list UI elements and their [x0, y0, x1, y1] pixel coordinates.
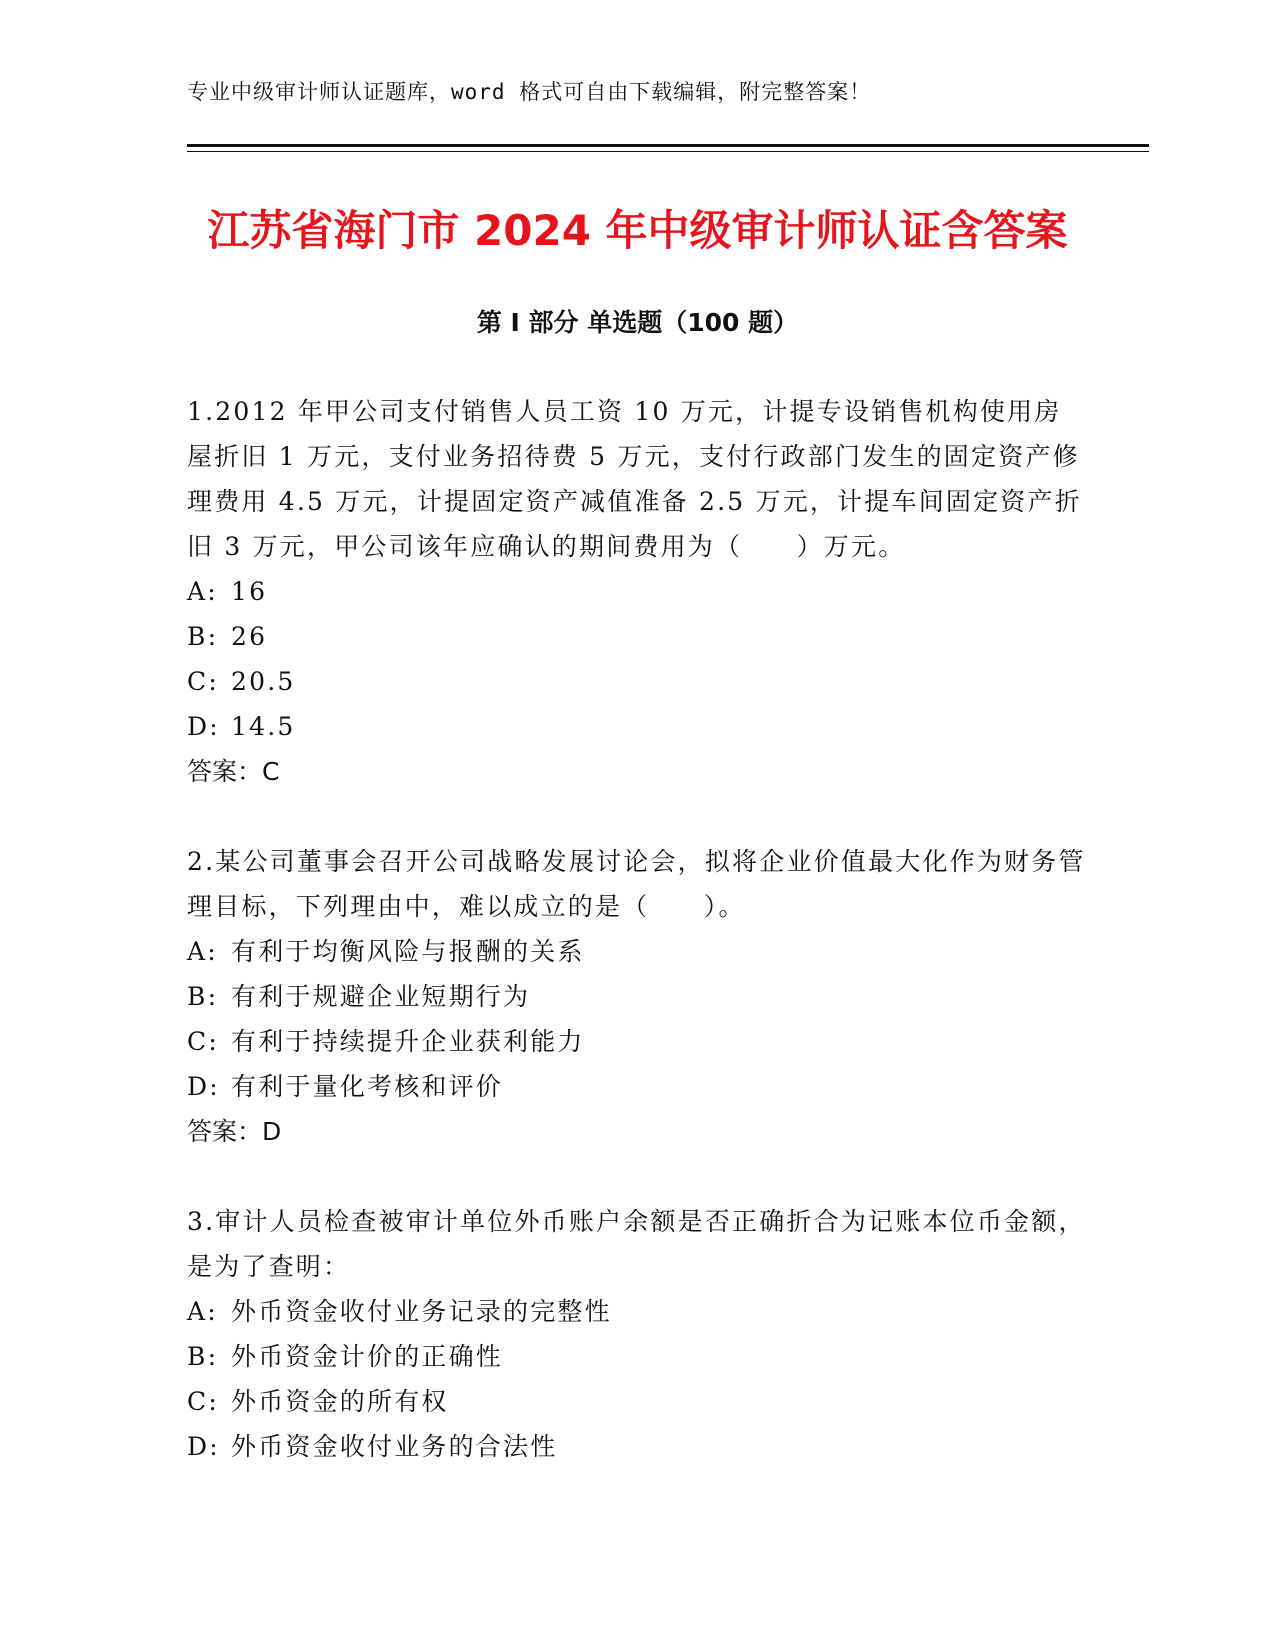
option-text: 26	[231, 622, 268, 651]
option-letter: D:	[187, 1432, 220, 1461]
option-text: 有利于均衡风险与报酬的关系	[231, 937, 585, 966]
option-b	[187, 614, 1087, 659]
option-b	[187, 1334, 1087, 1379]
question-3	[187, 1199, 1087, 1469]
option-a	[187, 1289, 1087, 1334]
question-list	[187, 389, 1087, 1514]
option-letter: C:	[187, 1387, 219, 1416]
header-divider-thin	[187, 151, 1149, 152]
option-d	[187, 1424, 1087, 1469]
question-stem: 1.2012 年甲公司支付销售人员工资 10 万元，计提专设销售机构使用房屋折旧 1 万元，支付业务招待费 5 万元，支付行政部门发生的固定资产修理费用 4.5 万元，计提固定资产减值准备 2.5 万元，计提车间固定资产折旧 3 万元，甲公司该年应确认的期间费用为（ ）万元。	[187, 397, 1082, 561]
option-letter: B:	[187, 622, 219, 651]
option-d	[187, 704, 1087, 749]
option-text: 外币资金的所有权	[231, 1387, 449, 1416]
section-title: 第 I 部分 单选题（100 题）	[476, 308, 799, 337]
option-text: 外币资金收付业务记录的完整性	[231, 1297, 612, 1326]
option-letter: B:	[187, 1342, 219, 1371]
question-stem: 3.审计人员检查被审计单位外币账户余额是否正确折合为记账本位币金额，是为了查明：	[187, 1207, 1086, 1281]
option-letter: C:	[187, 667, 219, 696]
option-c	[187, 659, 1087, 704]
option-letter: D:	[187, 712, 220, 741]
question-stem: 2.某公司董事会召开公司战略发展讨论会，拟将企业价值最大化作为财务管理目标，下列理由中，难以成立的是（ ）。	[187, 847, 1086, 921]
option-c	[187, 1379, 1087, 1424]
option-c	[187, 1019, 1087, 1064]
answer-label: 答案：C	[187, 757, 280, 786]
option-text: 16	[231, 577, 268, 606]
option-text: 有利于量化考核和评价	[231, 1072, 504, 1101]
question-2	[187, 839, 1087, 1154]
document-title: 江苏省海门市 2024 年中级审计师认证含答案	[207, 206, 1068, 255]
question-1	[187, 389, 1087, 794]
header-divider-thick	[187, 144, 1149, 147]
option-a	[187, 569, 1087, 614]
option-b	[187, 974, 1087, 1019]
option-text: 14.5	[231, 712, 296, 741]
option-letter: A:	[187, 937, 218, 966]
header-note: 专业中级审计师认证题库，word 格式可自由下载编辑，附完整答案！	[187, 80, 872, 104]
option-text: 20.5	[231, 667, 296, 696]
option-letter: A:	[187, 1297, 218, 1326]
answer-label: 答案：D	[187, 1117, 282, 1146]
option-text: 外币资金收付业务的合法性	[231, 1432, 558, 1461]
option-letter: B:	[187, 982, 219, 1011]
option-text: 有利于持续提升企业获利能力	[231, 1027, 585, 1056]
option-d	[187, 1064, 1087, 1109]
option-text: 有利于规避企业短期行为	[231, 982, 531, 1011]
option-letter: A:	[187, 577, 218, 606]
option-a	[187, 929, 1087, 974]
option-text: 外币资金计价的正确性	[231, 1342, 504, 1371]
option-letter: C:	[187, 1027, 219, 1056]
option-letter: D:	[187, 1072, 220, 1101]
